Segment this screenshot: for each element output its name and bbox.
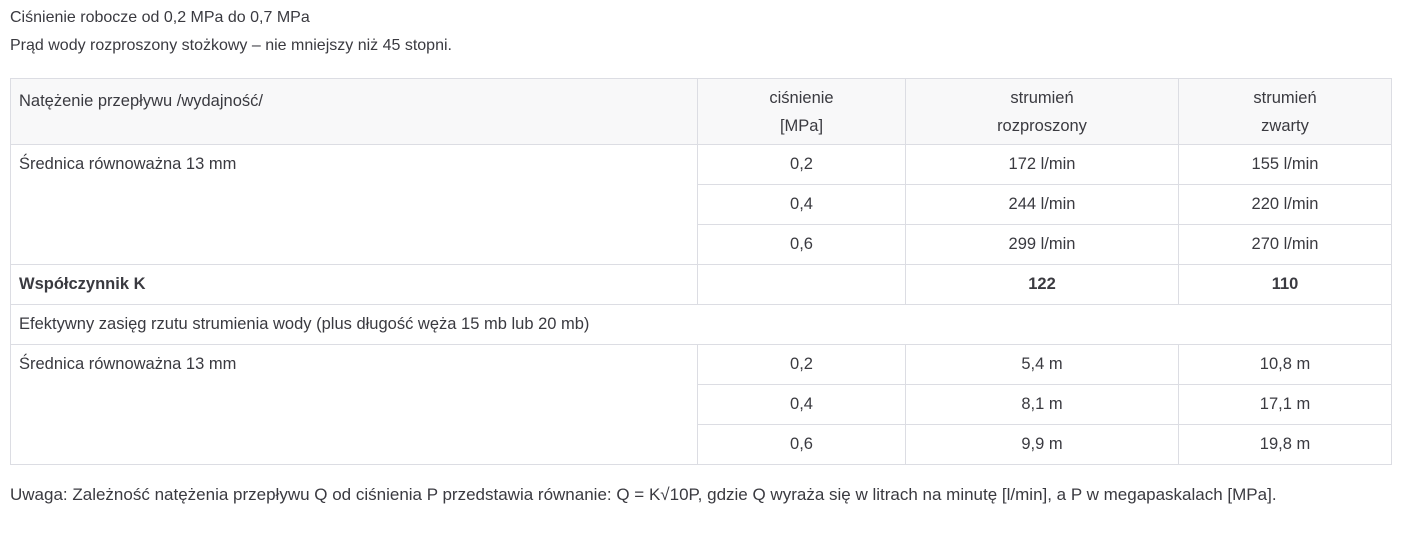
table-header-row <box>11 79 1392 145</box>
flow-pressure-2: 0,4 <box>698 185 906 225</box>
flow-dispersed-1: 172 l/min <box>906 145 1179 185</box>
intro-text <box>10 4 1391 60</box>
range-compact-3: 19,8 m <box>1179 425 1392 465</box>
header-compact-stream <box>1179 79 1392 145</box>
flow-pressure-1: 0,2 <box>698 145 906 185</box>
flow-compact-3: 270 l/min <box>1179 225 1392 265</box>
header-pressure <box>698 79 906 145</box>
k-factor-compact: 110 <box>1179 265 1392 305</box>
table-row <box>11 345 1392 385</box>
k-factor-row <box>11 265 1392 305</box>
k-factor-dispersed: 122 <box>906 265 1179 305</box>
k-factor-pressure-empty <box>698 265 906 305</box>
header-dispersed-line2: rozproszony <box>997 116 1087 135</box>
flow-dispersed-2: 244 l/min <box>906 185 1179 225</box>
flow-diameter-label: Średnica równoważna 13 mm <box>11 145 698 265</box>
header-compact-line1: strumień <box>1253 88 1317 107</box>
header-pressure-line1: ciśnienie <box>769 88 834 107</box>
header-dispersed-stream <box>906 79 1179 145</box>
range-dispersed-2: 8,1 m <box>906 385 1179 425</box>
header-compact-line2: zwarty <box>1261 116 1309 135</box>
table-row <box>11 145 1392 185</box>
range-section-header: Efektywny zasięg rzutu strumienia wody (plus długość węża 15 mb lub 20 mb) <box>11 305 1392 345</box>
intro-line-spray-angle: Prąd wody rozproszony stożkowy – nie mniejszy niż 45 stopni. <box>10 37 452 54</box>
range-pressure-1: 0,2 <box>698 345 906 385</box>
intro-line-working-pressure: Ciśnienie robocze od 0,2 MPa do 0,7 MPa <box>10 9 310 26</box>
range-header-row <box>11 305 1392 345</box>
range-dispersed-1: 5,4 m <box>906 345 1179 385</box>
range-pressure-2: 0,4 <box>698 385 906 425</box>
range-diameter-label: Średnica równoważna 13 mm <box>11 345 698 465</box>
range-compact-1: 10,8 m <box>1179 345 1392 385</box>
header-dispersed-line1: strumień <box>1010 88 1074 107</box>
range-pressure-3: 0,6 <box>698 425 906 465</box>
flow-pressure-3: 0,6 <box>698 225 906 265</box>
flow-compact-1: 155 l/min <box>1179 145 1392 185</box>
k-factor-label: Współczynnik K <box>11 265 698 305</box>
header-flow-rate: Natężenie przepływu /wydajność/ <box>11 79 698 145</box>
range-dispersed-3: 9,9 m <box>906 425 1179 465</box>
flow-dispersed-3: 299 l/min <box>906 225 1179 265</box>
spec-table <box>10 78 1392 465</box>
flow-compact-2: 220 l/min <box>1179 185 1392 225</box>
header-pressure-line2: [MPa] <box>779 116 824 135</box>
footnote-equation: Uwaga: Zależność natężenia przepływu Q od ciśnienia P przedstawia równanie: Q = K√10P, gdzie Q wyraża się w litrach na minutę [l/min], a P w megapaskalach [MPa]. <box>10 485 1277 504</box>
range-compact-2: 17,1 m <box>1179 385 1392 425</box>
